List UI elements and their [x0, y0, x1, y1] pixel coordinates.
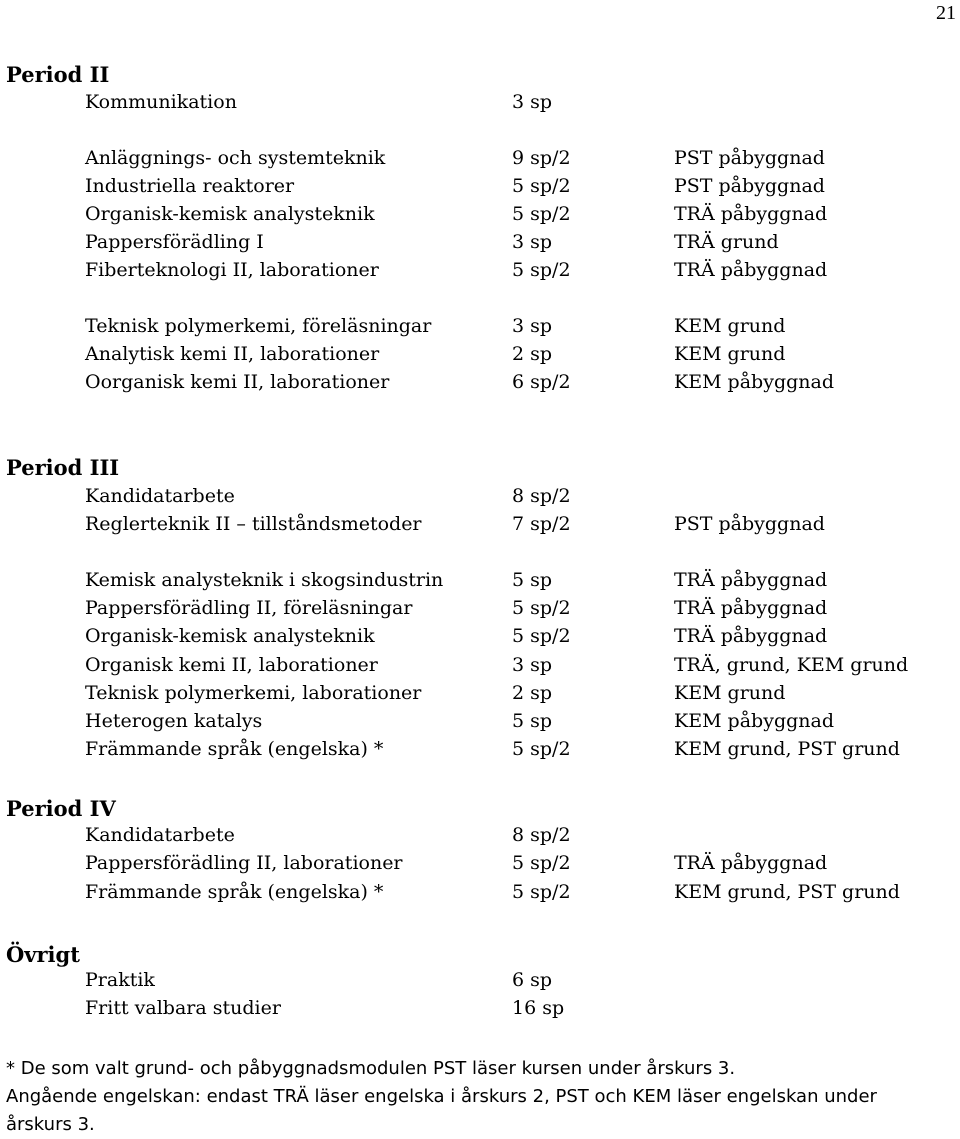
course-row	[0, 231, 960, 257]
section-title-period-iii: Period III	[6, 455, 120, 480]
course-credits: 5 sp/2	[512, 597, 571, 619]
course-note: TRÄ påbyggnad	[674, 597, 828, 619]
course-row	[0, 259, 960, 285]
course-note: KEM påbyggnad	[674, 371, 834, 393]
course-row	[0, 738, 960, 764]
course-row	[0, 203, 960, 229]
course-credits: 9 sp/2	[512, 147, 571, 169]
course-credits: 8 sp/2	[512, 824, 571, 846]
course-note: TRÄ, grund, KEM grund	[674, 654, 909, 676]
course-name: Kandidatarbete	[85, 824, 235, 846]
course-note: TRÄ påbyggnad	[674, 625, 828, 647]
course-name: Organisk-kemisk analysteknik	[85, 203, 375, 225]
section-title-period-ii: Period II	[6, 62, 110, 87]
course-row	[0, 569, 960, 595]
course-credits: 6 sp	[512, 969, 553, 991]
course-credits: 3 sp	[512, 91, 553, 113]
course-credits: 5 sp/2	[512, 881, 571, 903]
course-name: Teknisk polymerkemi, föreläsningar	[85, 315, 432, 337]
course-name: Organisk kemi II, laborationer	[85, 654, 378, 676]
course-row	[0, 175, 960, 201]
course-note: PST påbyggnad	[674, 175, 825, 197]
course-name: Teknisk polymerkemi, laborationer	[85, 682, 422, 704]
course-row	[0, 597, 960, 623]
course-credits: 5 sp/2	[512, 625, 571, 647]
course-name: Fritt valbara studier	[85, 997, 281, 1019]
course-note: PST påbyggnad	[674, 513, 825, 535]
course-name: Reglerteknik II – tillståndsmetoder	[85, 513, 422, 535]
course-note: KEM påbyggnad	[674, 710, 834, 732]
course-credits: 3 sp	[512, 231, 553, 253]
course-row	[0, 881, 960, 907]
course-name: Organisk-kemisk analysteknik	[85, 625, 375, 647]
footnote-asterisk: * De som valt grund- och påbyggnadsmodulen PST läser kursen under årskurs 3.	[6, 1058, 736, 1079]
course-note: TRÄ grund	[674, 231, 779, 253]
course-credits: 7 sp/2	[512, 513, 571, 535]
course-credits: 5 sp	[512, 710, 553, 732]
course-credits: 2 sp	[512, 343, 553, 365]
section-title-period-iv: Period IV	[6, 796, 116, 821]
course-credits: 16 sp	[512, 997, 565, 1019]
course-note: TRÄ påbyggnad	[674, 852, 828, 874]
course-name: Analytisk kemi II, laborationer	[85, 343, 380, 365]
course-name: Främmande språk (engelska) *	[85, 738, 384, 760]
course-note: TRÄ påbyggnad	[674, 203, 828, 225]
footnote-english: Angående engelskan: endast TRÄ läser engelska i årskurs 2, PST och KEM läser engelskan under årskurs 3.	[6, 1086, 877, 1135]
course-credits: 5 sp/2	[512, 259, 571, 281]
course-row	[0, 147, 960, 173]
section-title-ovrigt: Övrigt	[6, 942, 80, 967]
course-row	[0, 343, 960, 369]
course-credits: 3 sp	[512, 315, 553, 337]
course-name: Pappersförädling II, laborationer	[85, 852, 403, 874]
course-note: KEM grund, PST grund	[674, 738, 900, 760]
course-note: KEM grund	[674, 343, 786, 365]
course-note: TRÄ påbyggnad	[674, 259, 828, 281]
course-row	[0, 91, 960, 117]
course-credits: 6 sp/2	[512, 371, 571, 393]
course-credits: 5 sp/2	[512, 203, 571, 225]
course-row	[0, 513, 960, 539]
course-row	[0, 371, 960, 397]
course-note: KEM grund, PST grund	[674, 881, 900, 903]
course-credits: 8 sp/2	[512, 485, 571, 507]
course-row	[0, 625, 960, 651]
course-note: TRÄ påbyggnad	[674, 569, 828, 591]
course-row	[0, 710, 960, 736]
course-name: Främmande språk (engelska) *	[85, 881, 384, 903]
course-name: Industriella reaktorer	[85, 175, 295, 197]
course-row	[0, 485, 960, 511]
course-credits: 2 sp	[512, 682, 553, 704]
course-name: Fiberteknologi II, laborationer	[85, 259, 379, 281]
course-row	[0, 315, 960, 341]
course-name: Kommunikation	[85, 91, 237, 113]
course-row	[0, 682, 960, 708]
course-name: Oorganisk kemi II, laborationer	[85, 371, 390, 393]
course-credits: 5 sp/2	[512, 175, 571, 197]
course-credits: 5 sp/2	[512, 852, 571, 874]
course-note: PST påbyggnad	[674, 147, 825, 169]
course-name: Pappersförädling II, föreläsningar	[85, 597, 413, 619]
course-row	[0, 852, 960, 878]
course-row	[0, 654, 960, 680]
course-row	[0, 969, 960, 995]
course-note: KEM grund	[674, 682, 786, 704]
course-credits: 5 sp/2	[512, 738, 571, 760]
page-number: 21	[936, 2, 956, 24]
course-name: Kandidatarbete	[85, 485, 235, 507]
course-name: Kemisk analysteknik i skogsindustrin	[85, 569, 444, 591]
course-row	[0, 997, 960, 1023]
course-name: Heterogen katalys	[85, 710, 263, 732]
course-note: KEM grund	[674, 315, 786, 337]
course-credits: 3 sp	[512, 654, 553, 676]
course-name: Praktik	[85, 969, 155, 991]
course-row	[0, 824, 960, 850]
course-name: Pappersförädling I	[85, 231, 264, 253]
course-credits: 5 sp	[512, 569, 553, 591]
course-name: Anläggnings- och systemteknik	[85, 147, 386, 169]
